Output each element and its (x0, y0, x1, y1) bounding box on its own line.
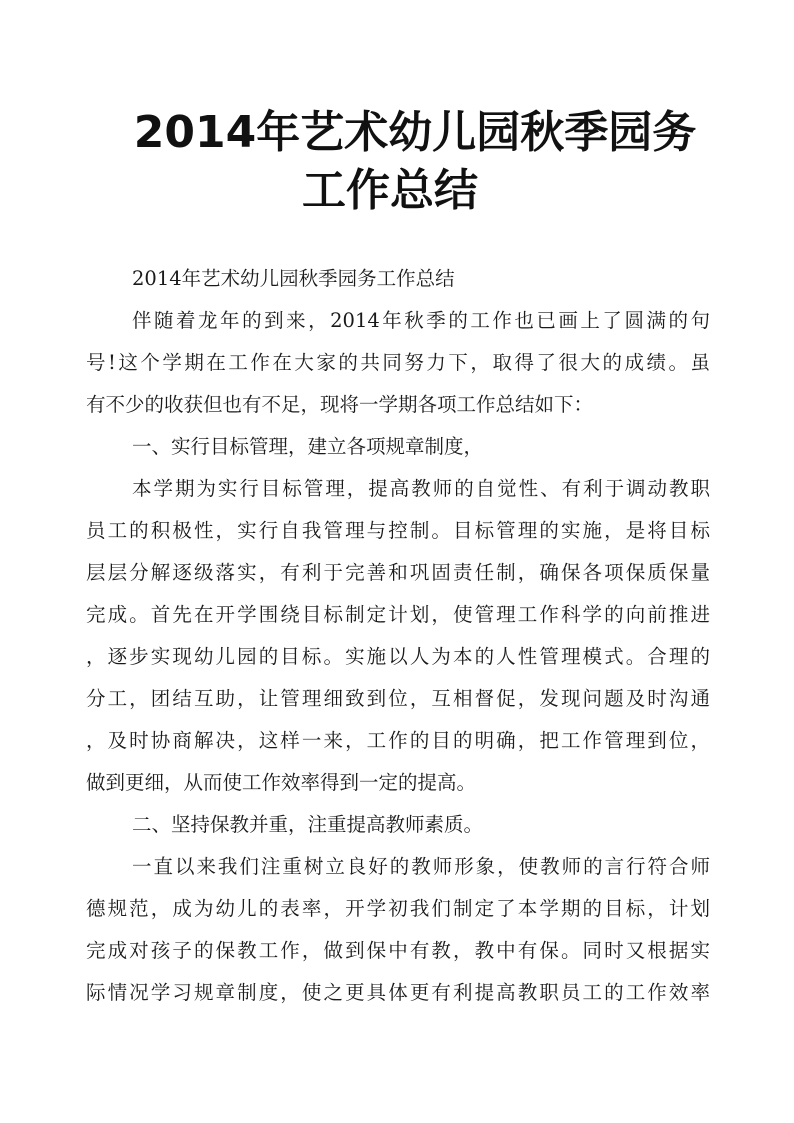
paragraph-line: 伴随着龙年的到来，2014年秋季的工作也已画上了圆满的句 (132, 309, 710, 332)
paragraph-line: 号!这个学期在工作在大家的共同努力下，取得了很大的成绩。虽 (86, 351, 710, 374)
subtitle-line: 2014年艺术幼儿园秋季园务工作总结 (132, 267, 455, 290)
paragraph-line: 本学期为实行目标管理，提高教师的自觉性、有利于调动教职 (132, 477, 710, 500)
paragraph-line: 完成对孩子的保教工作，做到保中有教，教中有保。同时又根据实 (86, 939, 710, 962)
paragraph-line: 际情况学习规章制度，使之更具体更有利提高教职员工的工作效率 (86, 981, 710, 1004)
paragraph-line: ，及时协商解决，这样一来，工作的目的明确，把工作管理到位， (86, 729, 710, 752)
document-body (86, 258, 710, 1014)
title-line-2: 工作总结 (302, 165, 478, 216)
paragraph-line: 员工的积极性，实行自我管理与控制。目标管理的实施，是将目标 (86, 519, 710, 542)
section-heading-1: 一、实行目标管理，建立各项规章制度， (132, 435, 484, 458)
document-title (90, 104, 740, 220)
paragraph-line: 分工，团结互助，让管理细致到位，互相督促，发现问题及时沟通 (86, 687, 710, 710)
paragraph-line: ，逐步实现幼儿园的目标。实施以人为本的人性管理模式。合理的 (86, 645, 710, 668)
paragraph-line: 一直以来我们注重树立良好的教师形象，使教师的言行符合师 (132, 855, 710, 878)
title-line-1: 2014年艺术幼儿园秋季园务 (133, 107, 697, 158)
paragraph-line: 完成。首先在开学围绕目标制定计划，使管理工作科学的向前推进 (86, 603, 710, 626)
paragraph-line: 有不少的收获但也有不足，现将一学期各项工作总结如下： (86, 393, 594, 416)
paragraph-line: 层层分解逐级落实，有利于完善和巩固责任制，确保各项保质保量 (86, 561, 710, 584)
paragraph-line: 德规范，成为幼儿的表率，开学初我们制定了本学期的目标，计划 (86, 897, 710, 920)
paragraph-line: 做到更细，从而使工作效率得到一定的提高。 (86, 771, 477, 794)
section-heading-2: 二、坚持保教并重，注重提高教师素质。 (132, 813, 484, 836)
